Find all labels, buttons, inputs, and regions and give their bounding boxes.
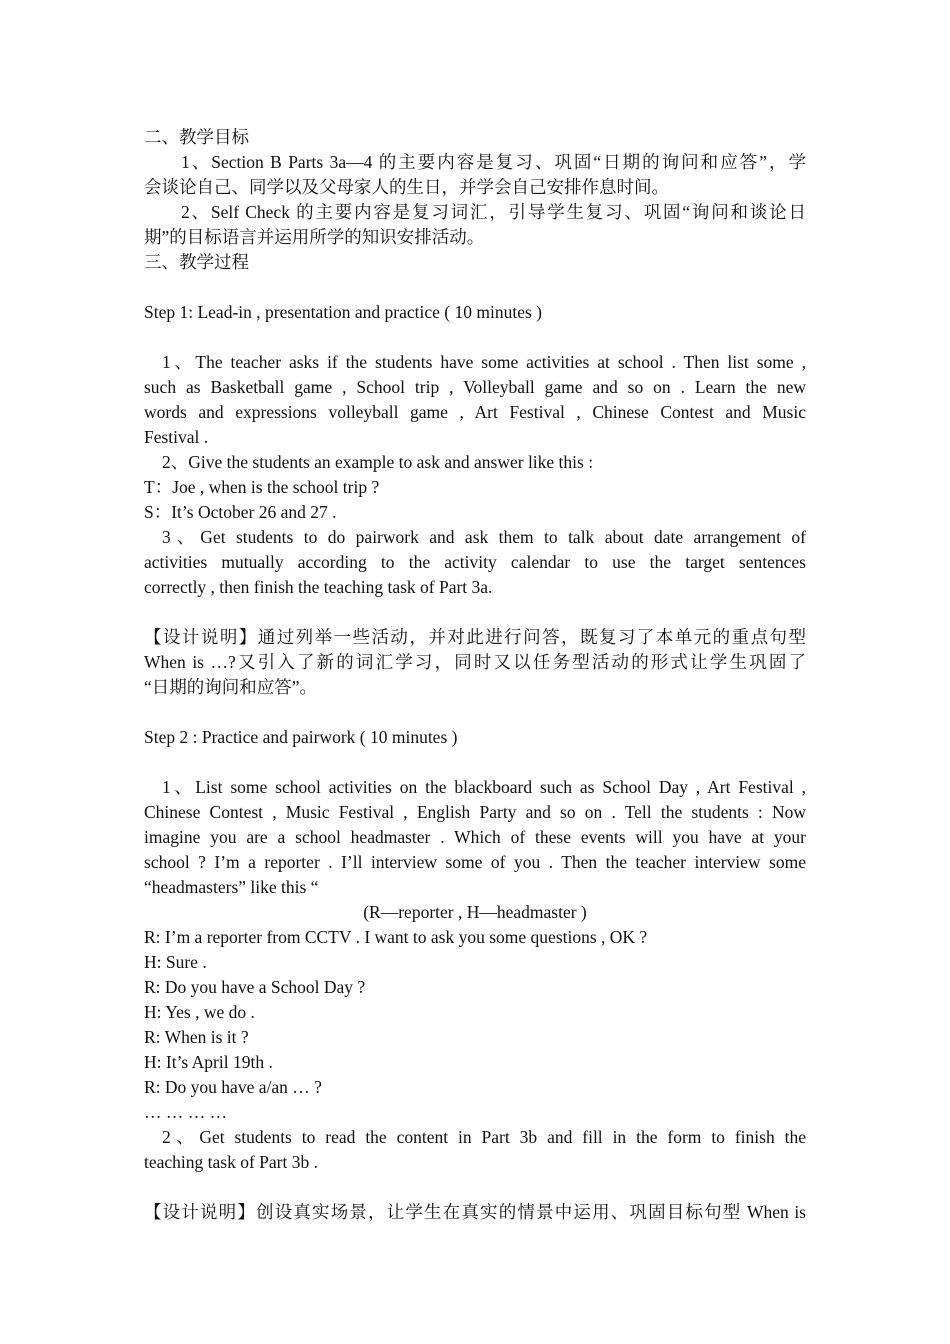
- paragraph-line: 3、Get students to do pairwork and ask them to talk about date arrangement of: [162, 527, 806, 547]
- paragraph-line: teaching task of Part 3b .: [144, 1152, 318, 1172]
- paragraph-line: correctly , then finish the teaching task of Part 3a.: [144, 577, 493, 597]
- dialogue-line: T：Joe , when is the school trip ?: [144, 477, 380, 497]
- paragraph-line: school ? I’m a reporter . I’ll interview some of you . Then the teacher interview some: [144, 852, 806, 872]
- dialogue-line: R: I’m a reporter from CCTV . I want to ask you some questions , OK ?: [144, 927, 648, 947]
- paragraph-line: 2、Give the students an example to ask and answer like this :: [162, 452, 594, 472]
- paragraph-line: 1、The teacher asks if the students have some activities at school . Then list some ,: [162, 352, 806, 372]
- paragraph-line: Chinese Contest , Music Festival , English Party and so on . Tell the students : Now: [144, 802, 806, 822]
- ellipsis-line: … … … …: [144, 1102, 228, 1122]
- dialogue-line: H: Yes , we do .: [144, 1002, 255, 1022]
- paragraph-line: imagine you are a school headmaster . Which of these events will you have at your: [144, 827, 806, 847]
- design-note-line: 【设计说明】创设真实场景，让学生在真实的情景中运用、巩固目标句型 When is: [144, 1202, 806, 1222]
- paragraph-line: 1、List some school activities on the blackboard such as School Day , Art Festival ,: [162, 777, 806, 797]
- dialogue-line: R: Do you have a School Day ?: [144, 977, 366, 997]
- design-note-line: When is …?又引入了新的词汇学习，同时又以任务型活动的形式让学生巩固了: [144, 652, 806, 672]
- paragraph-line: such as Basketball game , School trip , Volleyball game and so on . Learn the new: [144, 377, 806, 397]
- design-note-line: 【设计说明】通过列举一些活动，并对此进行问答，既复习了本单元的重点句型: [144, 627, 806, 647]
- dialogue-line: H: Sure .: [144, 952, 207, 972]
- paragraph-line: activities mutually according to the activity calendar to use the target sentences: [144, 552, 806, 572]
- paragraph-line: “headmasters” like this “: [144, 877, 319, 897]
- paragraph-line: words and expressions volleyball game , Art Festival , Chinese Contest and Music: [144, 402, 806, 422]
- paragraph-line: 2、Self Check 的主要内容是复习词汇，引导学生复习、巩固“询问和谈论日: [181, 202, 806, 222]
- design-note-line: “日期的询问和应答”。: [144, 677, 318, 697]
- step-1-heading: Step 1: Lead-in , presentation and practice ( 10 minutes ): [144, 302, 542, 322]
- paragraph-line: 期”的目标语言并运用所学的知识安排活动。: [144, 227, 485, 247]
- paragraph-line: Festival .: [144, 427, 209, 447]
- paragraph-line: 2、Get students to read the content in Part 3b and fill in the form to finish the: [162, 1127, 806, 1147]
- paragraph-line: 1、Section B Parts 3a—4 的主要内容是复习、巩固“日期的询问和应答”，学: [181, 152, 806, 172]
- role-legend: (R—reporter , H—headmaster ): [363, 902, 587, 922]
- dialogue-line: R: When is it ?: [144, 1027, 249, 1047]
- dialogue-line: H: It’s April 19th .: [144, 1052, 273, 1072]
- section-heading-objectives: 二、教学目标: [144, 127, 249, 147]
- section-heading-process: 三、教学过程: [144, 252, 249, 272]
- paragraph-line: 会谈论自己、同学以及父母家人的生日，并学会自己安排作息时间。: [144, 177, 669, 197]
- step-2-heading: Step 2 : Practice and pairwork ( 10 minutes ): [144, 727, 458, 747]
- dialogue-line: R: Do you have a/an … ?: [144, 1077, 322, 1097]
- dialogue-line: S：It’s October 26 and 27 .: [144, 502, 337, 522]
